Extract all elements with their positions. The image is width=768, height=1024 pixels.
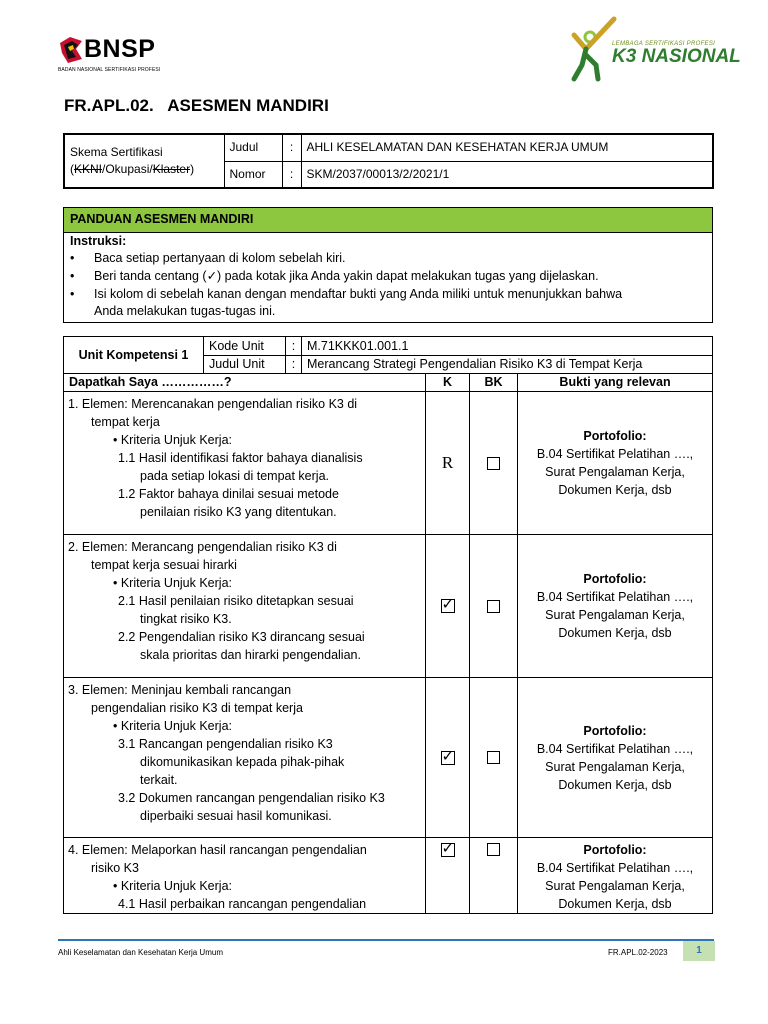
bukti-cell: Portofolio: B.04 Sertifikat Pelatihan …., Surat Pengalaman Kerja, Dokumen Kerja, dsb xyxy=(518,838,713,914)
bukti-cell: Portofolio: B.04 Sertifikat Pelatihan …., Surat Pengalaman Kerja, Dokumen Kerja, dsb xyxy=(518,678,713,838)
table-row xyxy=(64,838,713,914)
schema-strike-klaster: Klaster xyxy=(152,162,191,176)
unit-label: Unit Kompetensi 1 xyxy=(64,337,204,374)
k-checkbox[interactable] xyxy=(426,392,470,535)
colon: : xyxy=(286,356,302,374)
table-row xyxy=(64,392,713,535)
bnsp-wordmark: BNSP xyxy=(84,35,156,63)
nomor-value: SKM/2037/00013/2/2021/1 xyxy=(301,161,713,188)
r-mark: R xyxy=(441,452,454,472)
judul-unit-label: Judul Unit xyxy=(204,356,286,374)
footer-scheme-name: Ahli Keselamatan dan Kesehatan Kerja Umum xyxy=(58,948,223,957)
schema-table xyxy=(63,133,714,189)
bk-checkbox[interactable] xyxy=(470,678,518,838)
checked-checkbox-icon: ✓ xyxy=(441,595,455,614)
element-2-text: 2. Elemen: Merancang pengendalian risiko K3 di tempat kerja sesuai hirarki • Kriteria Unjuk Kerja: 2.1 Hasil penilaian risiko ditetapkan sesuai tingkat risiko K3. 2.2 Pengendalian risiko K3 dirancang sesuai skala prioritas dan hirarki pengendalian. xyxy=(64,535,426,678)
bnsp-emblem-icon xyxy=(58,35,84,65)
judul-label: Judul xyxy=(224,134,282,161)
table-row xyxy=(64,678,713,838)
bukti-cell: Portofolio: B.04 Sertifikat Pelatihan …., Surat Pengalaman Kerja, Dokumen Kerja, dsb xyxy=(518,392,713,535)
colon: : xyxy=(286,337,302,356)
guide-section: PANDUAN ASESMEN MANDIRI Instruksi: • Baca setiap pertanyaan di kolom sebelah kiri. • Beri tanda centang (✓) pada kotak jika Anda yakin dapat melakukan tugas yang dijelaskan. • Isi kolom di sebelah kanan dengan mendaftar bukti yang Anda miliki untuk menunjukkan bahwa Anda melakukan tugas-tugas ini. xyxy=(63,207,713,323)
bk-checkbox[interactable] xyxy=(470,392,518,535)
checked-checkbox-icon: ✓ xyxy=(441,838,455,857)
k-checkbox[interactable] xyxy=(426,678,470,838)
footer-divider xyxy=(58,939,714,941)
column-bukti-header: Bukti yang relevan xyxy=(518,374,713,392)
instruction-label: Instruksi: xyxy=(70,234,127,248)
kode-unit-label: Kode Unit xyxy=(204,337,286,356)
bnsp-subtitle: BADAN NASIONAL SERTIFIKASI PROFESI xyxy=(58,67,161,73)
kode-unit-value: M.71KKK01.001.1 xyxy=(302,337,713,356)
column-k-header: K xyxy=(426,374,470,392)
unit-competency-table xyxy=(63,336,713,914)
bk-checkbox[interactable] xyxy=(470,838,518,914)
bk-checkbox[interactable] xyxy=(470,535,518,678)
k3-figure-icon xyxy=(568,15,618,83)
judul-unit-value: Merancang Strategi Pengendalian Risiko K3 di Tempat Kerja xyxy=(302,356,713,374)
k3-lsp-text: LEMBAGA SERTIFIKASI PROFESI xyxy=(612,41,716,47)
empty-checkbox-icon xyxy=(487,600,500,613)
document-title: FR.APL.02. ASESMEN MANDIRI xyxy=(64,96,329,115)
judul-value: AHLI KESELAMATAN DAN KESEHATAN KERJA UMUM xyxy=(301,134,713,161)
schema-label: Skema Sertifikasi (KKNI/Okupasi/Klaster) xyxy=(64,134,224,188)
colon: : xyxy=(282,161,301,188)
element-1-text: 1. Elemen: Merencanakan pengendalian risiko K3 di tempat kerja • Kriteria Unjuk Kerja: 1.1 Hasil identifikasi faktor bahaya dianalisis pada setiap lokasi di tempat kerja. 1.2 Faktor bahaya dinilai sesuai metode penilaian risiko K3 yang ditentukan. xyxy=(64,392,426,535)
bnsp-logo xyxy=(58,35,168,77)
colon: : xyxy=(282,134,301,161)
element-4-text: 4. Elemen: Melaporkan hasil rancangan pengendalian risiko K3 • Kriteria Unjuk Kerja: 4.1 Hasil perbaikan rancangan pengendalian xyxy=(64,838,426,914)
schema-strike-kkni: KKNI xyxy=(74,162,103,176)
empty-checkbox-icon xyxy=(487,457,500,470)
k3-nasional-logo xyxy=(568,15,741,83)
page-number: 1 xyxy=(696,945,702,956)
page-number-box xyxy=(683,941,715,961)
k-checkbox[interactable] xyxy=(426,535,470,678)
table-row xyxy=(64,535,713,678)
bukti-cell: Portofolio: B.04 Sertifikat Pelatihan …., Surat Pengalaman Kerja, Dokumen Kerja, dsb xyxy=(518,535,713,678)
guide-header xyxy=(64,208,712,233)
guide-title: PANDUAN ASESMEN MANDIRI xyxy=(70,212,254,226)
k-checkbox[interactable] xyxy=(426,838,470,914)
footer-form-code: FR.APL.02-2023 xyxy=(608,948,668,957)
column-bk-header: BK xyxy=(470,374,518,392)
element-3-text: 3. Elemen: Meninjau kembali rancangan pengendalian risiko K3 di tempat kerja • Kriteria Unjuk Kerja: 3.1 Rancangan pengendalian risiko K3 dikomunikasikan kepada pihak-pihak terkait. 3.2 Dokumen rancangan pengendalian risiko K3 diperbaiki sesuai hasil komunikasi. xyxy=(64,678,426,838)
empty-checkbox-icon xyxy=(487,751,500,764)
empty-checkbox-icon xyxy=(487,843,500,856)
column-question-header: Dapatkah Saya ……………? xyxy=(64,374,426,392)
nomor-label: Nomor xyxy=(224,161,282,188)
checked-checkbox-icon: ✓ xyxy=(441,746,455,765)
k3-nasional-text: K3 NASIONAL xyxy=(612,46,741,67)
